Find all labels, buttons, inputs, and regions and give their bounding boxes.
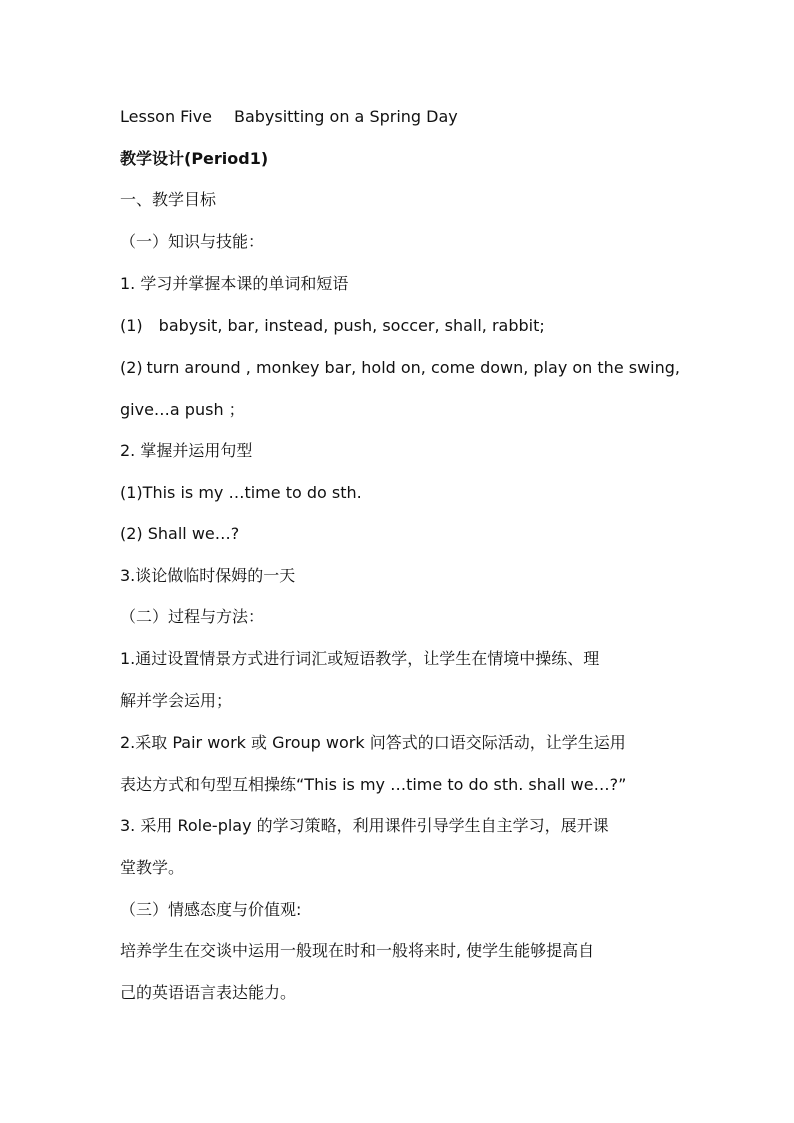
lesson-title: Babysitting on a Spring Day — [233, 107, 458, 126]
lesson-title-line — [120, 106, 680, 128]
lesson-label: Lesson Five — [120, 107, 212, 126]
sentence-pattern-2: (2) Shall we…? — [120, 524, 240, 543]
objective-item-2: 2. 掌握并运用句型 — [120, 441, 253, 460]
design-heading: 教学设计(Period1) — [120, 149, 269, 168]
vocabulary-list-2 — [120, 357, 680, 379]
vocabulary-phrases: turn around , monkey bar, hold on, come down, play on the swing, — [146, 358, 680, 377]
process-item-3: 3. 采用 Role-play 的学习策略，利用课件引导学生自主学习，展开课 — [120, 816, 609, 835]
list-number: (1) — [120, 316, 143, 335]
process-item-2-continued: 表达方式和句型互相操练“This is my …time to do sth. shall we…?” — [120, 775, 627, 794]
process-item-3-continued: 堂教学。 — [120, 858, 185, 877]
attitude-paragraph-continued: 己的英语语言表达能力。 — [120, 983, 297, 1002]
vocabulary-words: babysit, bar, instead, push, soccer, shall, rabbit; — [158, 316, 545, 335]
objective-item-1: 1. 学习并掌握本课的单词和短语 — [120, 274, 349, 293]
objective-item-3: 3.谈论做临时保姆的一天 — [120, 566, 296, 585]
vocabulary-list-2-continued: give…a push ； — [120, 400, 245, 419]
vocabulary-list-1 — [120, 315, 680, 337]
process-item-1-continued: 解并学会运用； — [120, 691, 233, 710]
process-item-2: 2.采取 Pair work 或 Group work 问答式的口语交际活动，让学生运用 — [120, 733, 626, 752]
subsection-attitude-heading: （三）情感态度与价值观: — [120, 900, 302, 919]
process-item-1: 1.通过设置情景方式进行词汇或短语教学，让学生在情境中操练、理 — [120, 649, 600, 668]
subsection-process-heading: （二）过程与方法： — [120, 607, 265, 626]
section-objectives-heading: 一、教学目标 — [120, 190, 217, 209]
sentence-pattern-1: (1)This is my …time to do sth. — [120, 483, 362, 502]
attitude-paragraph: 培养学生在交谈中运用一般现在时和一般将来时, 使学生能够提高自 — [120, 941, 595, 960]
list-number: (2) — [120, 358, 143, 377]
subsection-knowledge-heading: （一）知识与技能： — [120, 232, 265, 251]
